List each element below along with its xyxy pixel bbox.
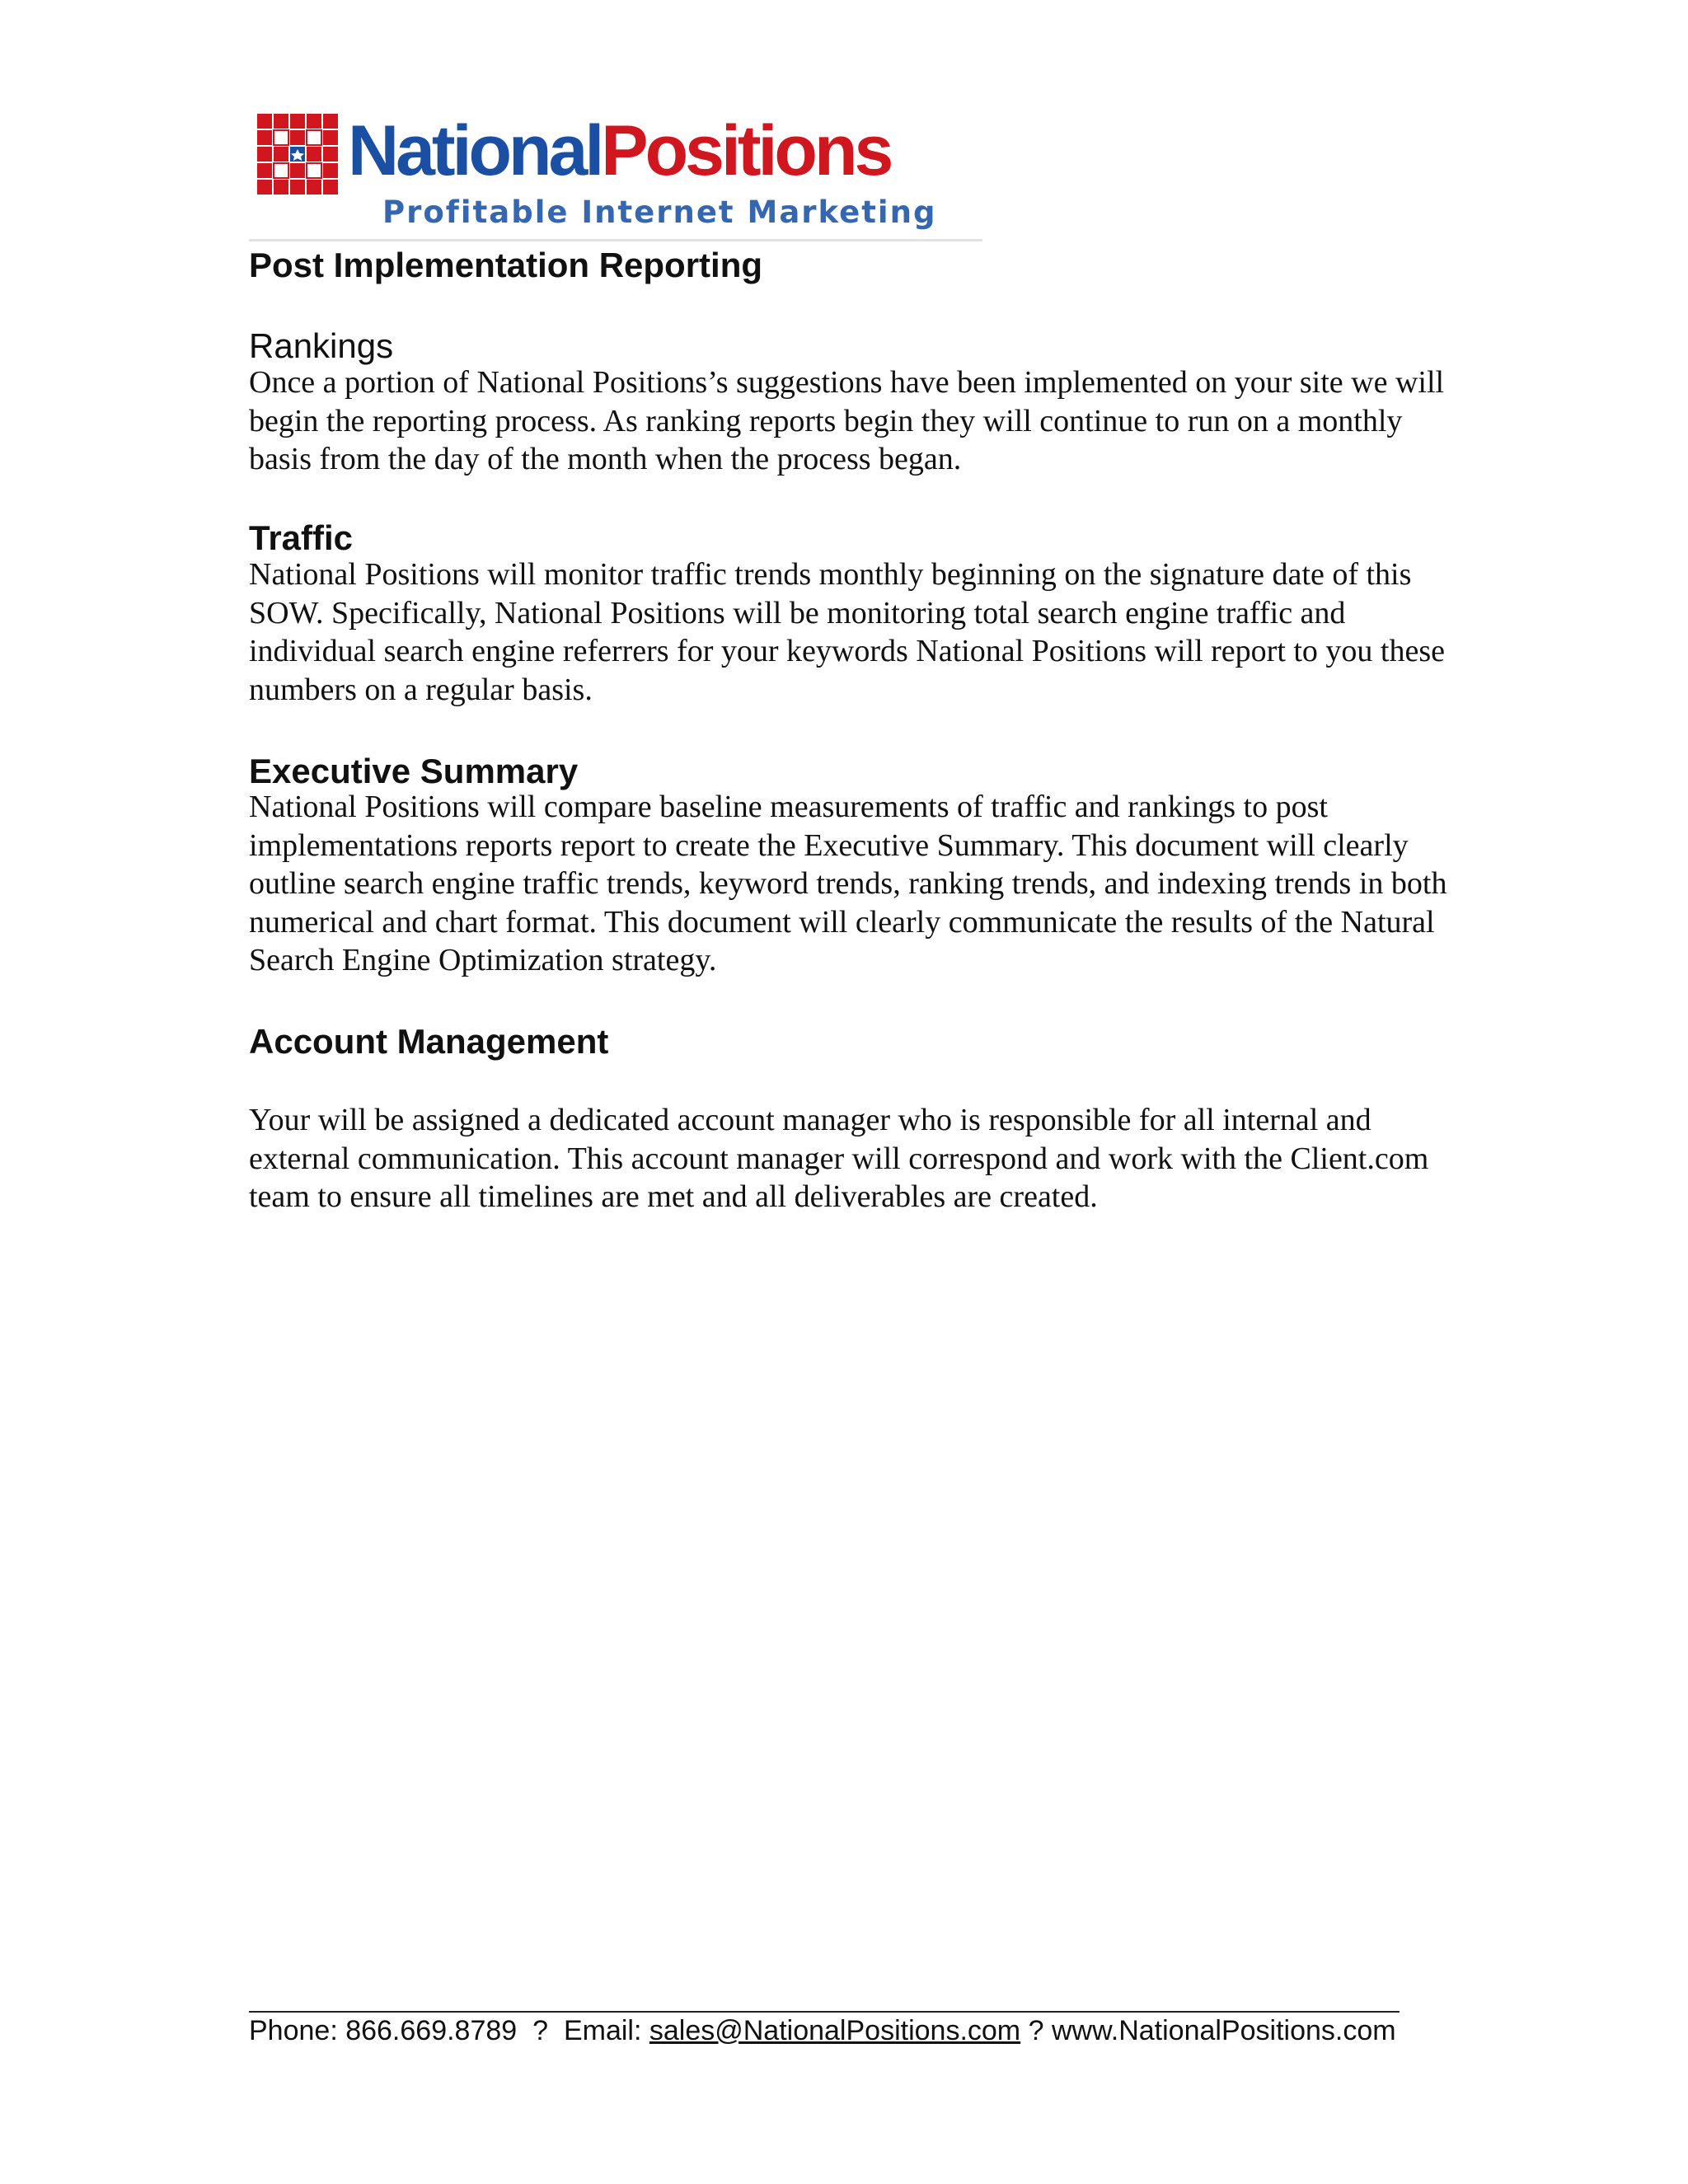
logo-tagline: Profitable Internet Marketing	[382, 194, 937, 230]
section-heading-executive-summary: Executive Summary	[249, 752, 579, 790]
logo-word-positions: Positions	[601, 111, 891, 190]
section-heading-rankings: Rankings	[249, 326, 394, 365]
logo-word-national: National	[348, 111, 602, 190]
company-logo	[249, 105, 982, 246]
flag-mosaic-icon	[257, 114, 340, 196]
page-footer	[249, 2013, 1396, 2049]
footer-website: www.NationalPositions.com	[1051, 2015, 1396, 2046]
section-body-traffic: National Positions will monitor traffic trends monthly beginning on the signature date of this SOW. Specifically, National Positions will be monitoring total search engine traffic and individual search engine referrers for your keywords National Positions will report to you these numbers on a regular basis.	[249, 557, 1446, 707]
section-heading-traffic: Traffic	[249, 518, 354, 557]
footer-email-label: Email:	[563, 2015, 642, 2046]
section-body-account-management: Your will be assigned a dedicated account manager who is responsible for all internal and external communication. This account manager will correspond and work with the Client.com team to ensure all timelines are met and all deliverables are created.	[249, 1103, 1429, 1214]
section-body-rankings: Once a portion of National Positions’s suggestions have been implemented on your site we will begin the reporting process. As ranking reports begin they will continue to run on a monthly basis from the day of the month when the process began.	[249, 365, 1445, 476]
logo-divider	[249, 239, 982, 241]
section-body-executive-summary: National Positions will compare baseline measurements of traffic and rankings to post implementations reports report to create the Executive Summary. This document will clearly outline search engine traffic trends, keyword trends, ranking trends, and indexing trends in both numerical and chart format. This document will clearly communicate the results of the Natural Search Engine Optimization strategy.	[249, 790, 1447, 977]
section-heading-account-management: Account Management	[249, 1022, 609, 1061]
footer-separator: ?	[532, 2015, 549, 2046]
page-title: Post Implementation Reporting	[249, 246, 763, 284]
logo-wordmark	[348, 105, 890, 196]
footer-separator: ?	[1028, 2015, 1044, 2046]
footer-email-link[interactable]: sales@NationalPositions.com	[649, 2015, 1021, 2046]
footer-phone: Phone: 866.669.8789	[249, 2015, 518, 2046]
